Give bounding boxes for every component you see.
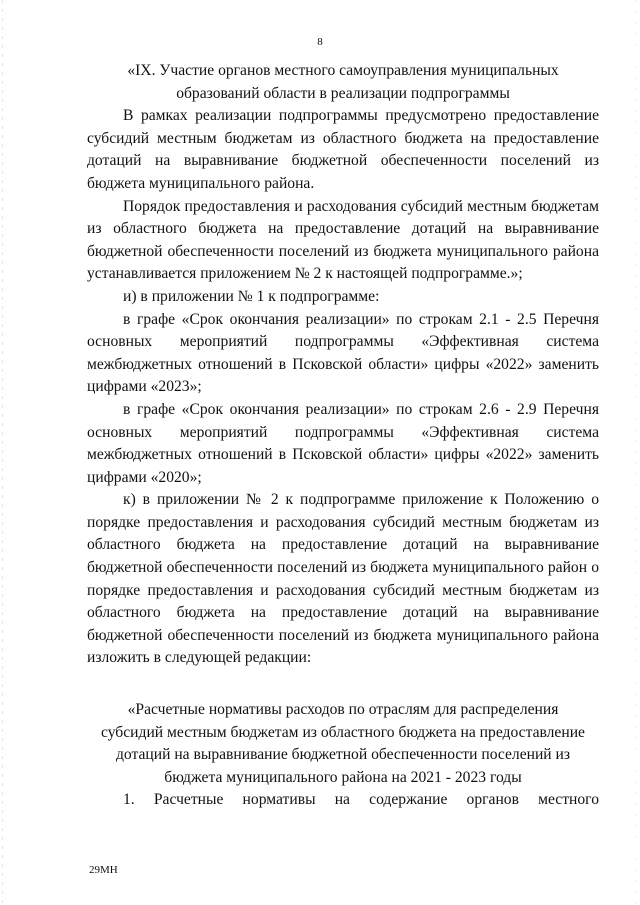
- list-item-1: 1. Расчетные нормативы на содержание органов местного: [123, 791, 599, 809]
- page-number: 8: [317, 36, 323, 48]
- footer-code: 29МН: [89, 864, 118, 876]
- normatives-title-line-3: дотаций на выравнивание бюджетной обеспеченности поселений из: [115, 746, 571, 764]
- section-heading: [87, 60, 599, 105]
- paragraph-subsidies-intro: В рамках реализации подпрограммы предусмотрено предоставление субсидий местным бюджетам из областного бюджета на предоставление дотаций на выравнивание бюджетной обеспеченности поселений из бюджета муниципального района.: [87, 107, 599, 192]
- paragraph-item-i: и) в приложении № 1 к подпрограмме:: [123, 287, 380, 305]
- normatives-title: [87, 699, 599, 789]
- normatives-title-line-1: «Расчетные нормативы расходов по отраслям для распределения: [127, 701, 559, 719]
- normatives-title-line-2: субсидий местным бюджетам из областного бюджета на предоставление: [101, 723, 585, 741]
- document-body: [87, 60, 599, 812]
- section-heading-line-2: образований области в реализации подпрограммы: [176, 84, 510, 102]
- paragraph-column-2022-to-2020: в графе «Срок окончания реализации» по строкам 2.6 - 2.9 Перечня основных мероприятий подпрограммы «Эффективная система межбюджетных отношений в Псковской области» цифры «2022» заменить цифрами «2020»;: [87, 400, 599, 486]
- paragraph-item-k: к) в приложении № 2 к подпрограмме приложение к Положению о порядке предоставления и расходования субсидий местным бюджетам из областного бюджета на предоставление дотаций на выравнивание бюджетной обеспеченности поселений из бюджета муниципального район о порядке предоставления и расходования субсидий местным бюджетам из областного бюджета на предоставление дотаций на выравнивание бюджетной обеспеченности поселений из бюджета муниципального района изложить в следующей редакции:: [87, 491, 599, 667]
- scan-edge-right: [636, 0, 637, 905]
- normatives-title-line-4: бюджета муниципального района на 2021 - 2023 годы: [164, 768, 522, 786]
- scan-edge-left: [2, 0, 3, 905]
- section-heading-line-1: «IX. Участие органов местного самоуправления муниципальных: [127, 62, 559, 79]
- paragraph-column-2022-to-2023: в графе «Срок окончания реализации» по строкам 2.1 - 2.5 Перечня основных мероприятий подпрограммы «Эффективная система межбюджетных отношений в Псковской области» цифры «2022» заменить цифрами «2023»;: [87, 310, 599, 396]
- paragraph-procedure: Порядок предоставления и расходования субсидий местным бюджетам из областного бюджета на предоставление дотаций на выравнивание бюджетной обеспеченности поселений из бюджета муниципального района устанавливается приложением № 2 к настоящей подпрограмме.»;: [87, 197, 599, 283]
